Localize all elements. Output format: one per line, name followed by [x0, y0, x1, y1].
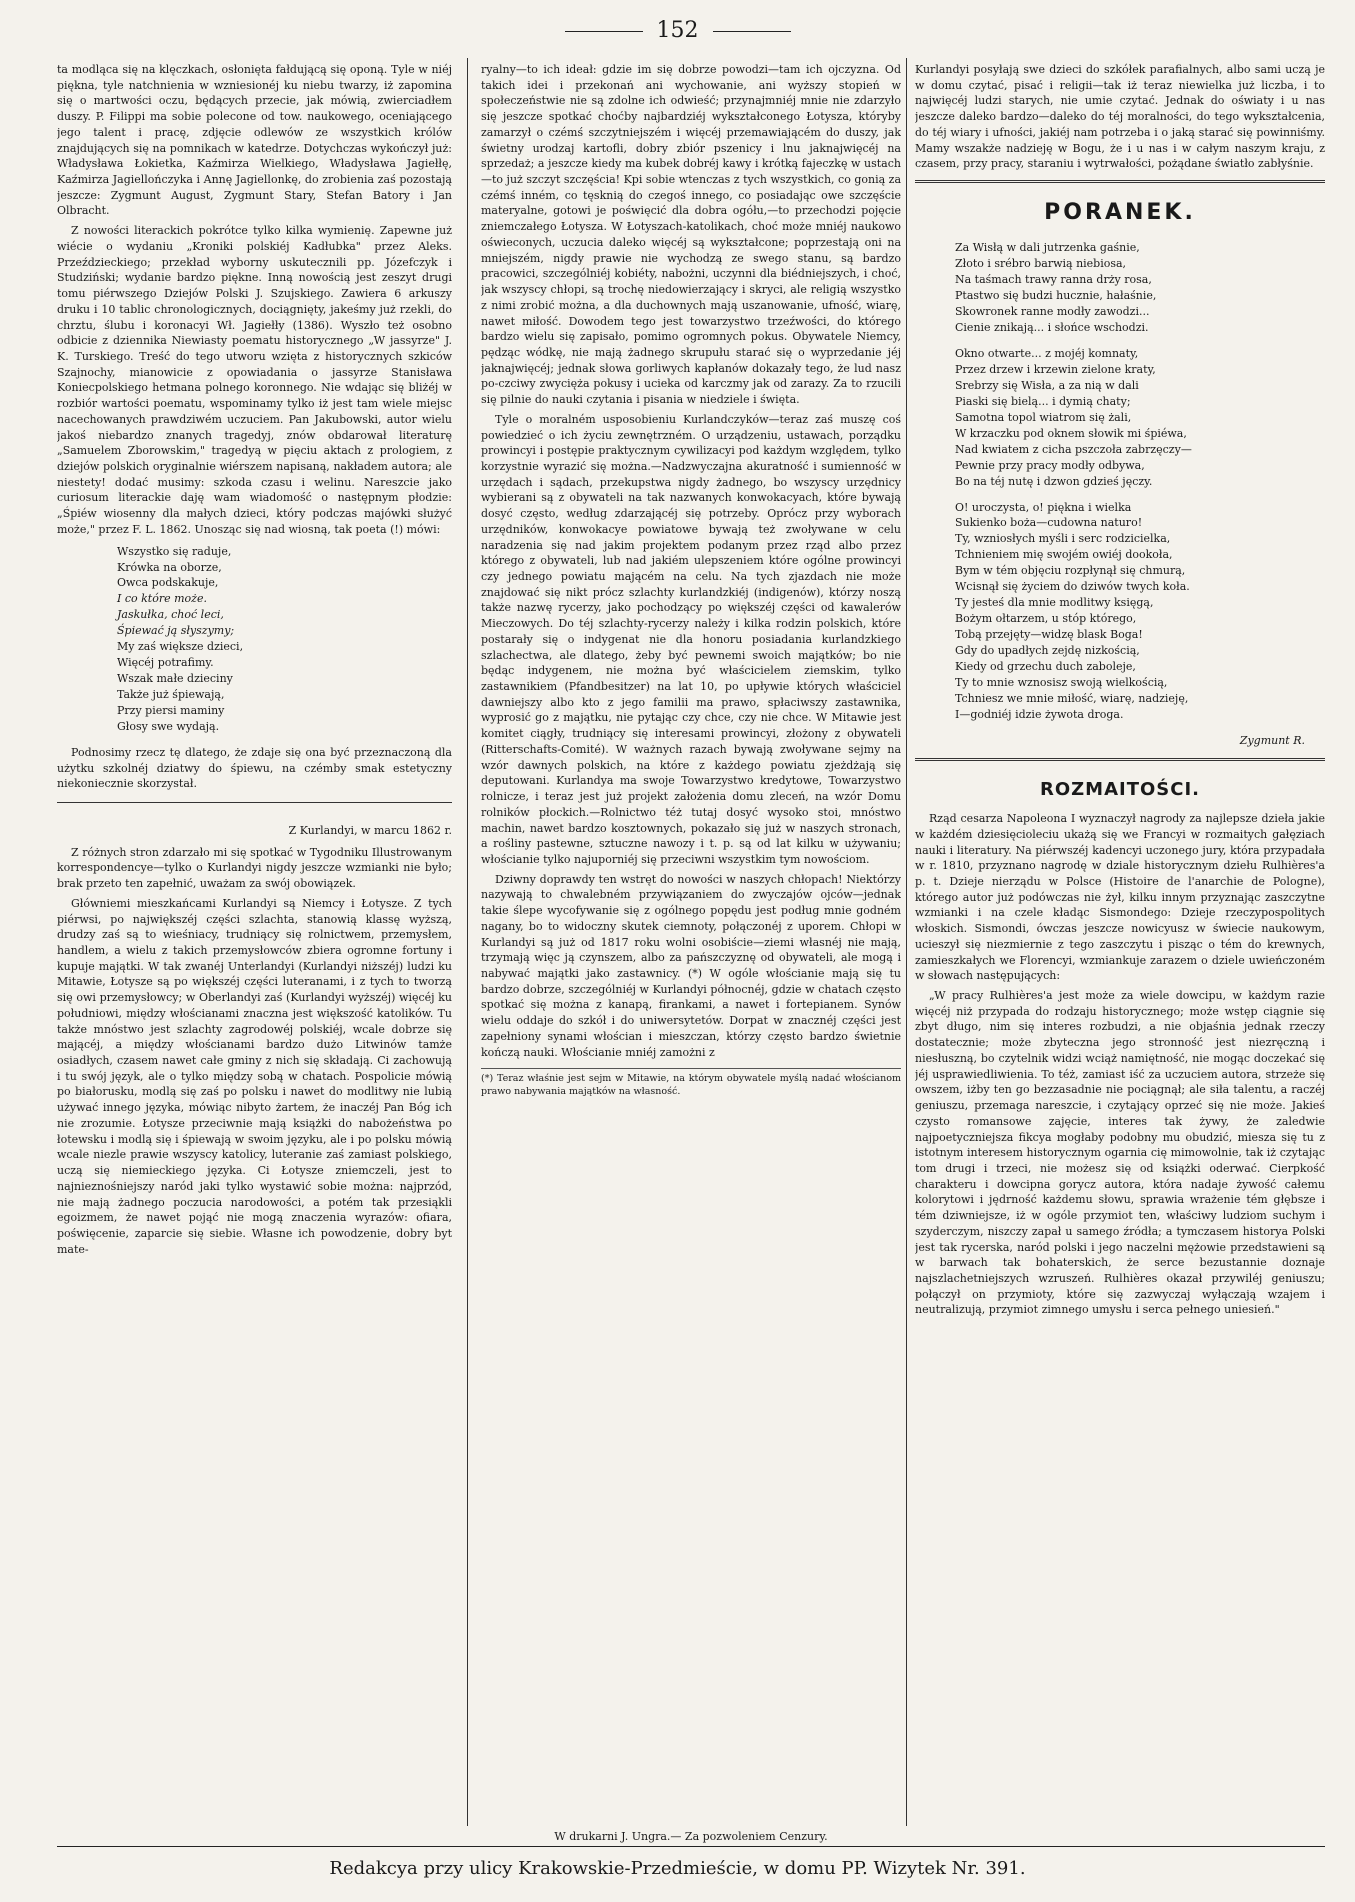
- paragraph: Główniemi mieszkańcami Kurlandyi są Niemcy i Łotysze. Z tych piérwsi, po największéj części szlachta, stanowią klassę wyższą, drudzy zaś są to wieśniacy, trudniący się rolnictwem, przemysłem, handlem, a wielu z takich przemysłowców zbiera ogromne fortuny i kupuje majątki. W tak zwanéj Unterlandyi (Kurlandyi niższéj) ludzi ku Mitawie, Łotysze są po większéj części luteranami, i z tych to tworzą się owi przemysłowcy; w Oberlandyi zaś (Kurlandyi wyższéj) więcéj ku południowi, między włościanami znaczna jest większość katolików. Tu także mnóstwo jest szlachty zagrodowéj polskiéj, wcale dobrze się mającéj, a między włościanami bardzo dużo Litwinów tamże osiadłych, czasem nawet całe gminy z nich się składają. Ci zachowują i tu swój język, ale o tylko między sobą w chatach. Pospolicie mówią po białorusku, modlą się zaś po polsku i nawet do modlitwy nie lubią używać innego języka, mówiąc nibyto żartem, że inaczéj Pan Bóg ich nie zrozumie. Łotysze przeciwnie mają książki do nabożeństwa po łotewsku i modlą się i śpiewają w swoim języku, ale i po polsku mówią wcale niezle prawie wszyscy katolicy, luteranie zaś zamiast polskiego, uczą się niemieckiego języka. Ci Łotysze zniemczeli, jest to najnieznośniejszy naród jaki tylko wystawić sobie można: najprzód, nie mają żadnego poczucia narodowości, a potém tak przesiąkli egoizmem, że nawet pojąć nie mogą znaczenia wyrazów: ofiara, poświęcenie, zaparcie się siebie. Własne ich powodzenie, dobry byt mate-: [57, 896, 452, 1256]
- poem-line: Więcéj potrafimy.: [117, 656, 214, 670]
- poem-stanza: [915, 500, 1325, 723]
- poem-line: Piaski się bielą... i dymią chaty;: [955, 394, 1131, 408]
- poem-line: Skowronek ranne modły zawodzi...: [955, 305, 1150, 319]
- poem-line: Śpiewać ją słyszymy;: [117, 624, 235, 638]
- poem-line: Jaskułka, choć leci,: [117, 608, 224, 622]
- poem-line: Tobą przejęty—widzę blask Boga!: [955, 628, 1143, 642]
- divider: [915, 180, 1325, 183]
- poem-line: Złoto i srébro barwią niebiosa,: [955, 257, 1127, 271]
- column-2: [481, 62, 901, 1822]
- paragraph: ta modląca się na klęczkach, osłonięta fałdującą się oponą. Tyle w niéj piękna, tyle natchnienia w wzniesionéj ku niebu twarzy, iż zapomina się o martwości oczu, będących przecie, jak mówią, zwierciadłem duszy. P. Filippi ma sobie polecone od tow. naukowego, oceniającego jego talent i pracę, zdjęcie odlewów ze wszystkich królów znajdujących się na pomnikach w katedrze. Dotychczas wykończył już: Władysława Łokietka, Kaźmirza Wielkiego, Władysława Jagiełłę, Kaźmirza Jagiellończyka i Annę Jagiellonkę, do zrobienia zaś pozostają jeszcze: Zygmunt August, Zygmunt Stary, Stefan Batory i Jan Olbracht.: [57, 63, 452, 218]
- poem-line: Wszystko się raduje,: [117, 544, 232, 558]
- poem-title: PORANEK.: [1044, 200, 1196, 226]
- poem-line: W krzaczku pod oknem słowik mi śpiéwa,: [955, 426, 1187, 440]
- paragraph: Rząd cesarza Napoleona I wyznaczył nagrody za najlepsze dzieła jakie w każdém dziesięcioleciu ukażą się we Francyi w rozmaitych gałęziach nauki i literatury. Na piérwszéj kadencyi uczonego jury, która przypadała w r. 1810, przyznano nagrodę w dziale historycznym dziełu Rulhières'a p. t. Dzieje nierządu w Polsce (Histoire de l'anarchie de Pologne), którego autor już podówczas nie żył, kilku innym przyznając zaszczytne wzmianki i na czele kładąc Sismondego: Dzieje rzeczypospolitych włoskich. Sismondi, ówczas jeszcze nowicyusz w świecie naukowym, ucieszył się niezmiernie z tego zaszczytu i pisząc o tém do krewnych, zamieszkałych we Florencyi, wzmiankuje zarazem o dziele uwieńczoném w słowach następujących:: [915, 812, 1325, 983]
- page-number-line: [0, 18, 1355, 43]
- footer-rule: [57, 1846, 1325, 1847]
- paragraph: Podnosimy rzecz tę dlatego, że zdaje się ona być przeznaczoną dla użytku szkolnéj dziatwy do śpiewu, na czémby smak estetyczny niekoniecznie skorzystał.: [57, 745, 452, 791]
- poem-poranek: [915, 240, 1325, 722]
- poem-line: Także już śpiewają,: [117, 688, 225, 701]
- poem-line: My zaś większe dzieci,: [117, 640, 244, 654]
- section-title: ROZMAITOŚCI.: [1039, 779, 1201, 801]
- column-rule-2: [906, 58, 907, 1826]
- children-poem: [57, 544, 452, 735]
- poem-line: Ptastwo się budzi hucznie, hałaśnie,: [955, 289, 1157, 303]
- poem-line: Cienie znikają... i słońce wschodzi.: [955, 321, 1149, 335]
- poem-line: Na taśmach trawy ranna drży rosa,: [955, 273, 1152, 287]
- poem-line: Wcisnął się życiem do dziwów twych koła.: [955, 580, 1190, 594]
- poem-signature: Zygmunt R.: [1239, 733, 1305, 747]
- poem-line: Bożym ołtarzem, u stóp którego,: [955, 612, 1137, 626]
- poem-line: Tchniesz we mnie miłość, wiarę, nadzieję,: [955, 691, 1189, 705]
- paragraph: Dziwny doprawdy ten wstręt do nowości w naszych chłopach! Niektórzy nazywają to chwalebném przywiązaniem do zwyczajów ojców—jednak takie ślepe wycofywanie się z ogólnego popędu jest podług mnie godném nagany, bo to widoczny skutek ciemnoty, połączonéj z uporem. Chłopi w Kurlandyi są już od 1817 roku wolni osobiście—ziemi własnéj nie mają, trzymają więc ją czynszem, albo za pańszczyznę od obywateli, ale mogą i nabywać majątki jako zastawnicy. (*) W ogóle włościanie mają się tu bardzo dobrze, szczególniéj w Kurlandyi północnéj, gdzie w chatach często spotkać się można z kanapą, firankami, a nawet i fortepianem. Synów wielu oddaje do szkół i do uniwersytetów. Dorpat w znacznéj części jest zapełniony synami włościan i mieszczan, którzy często bardzo świetnie kończą nauki. Włościanie mniéj zamożni z: [481, 872, 901, 1059]
- poem-line: Wszak małe dzieciny: [117, 672, 233, 686]
- poem-line: Pewnie przy pracy modły odbywa,: [955, 458, 1145, 472]
- divider: [915, 758, 1325, 761]
- column-rule-1: [467, 58, 468, 1826]
- poem-line: Krówka na oborze,: [117, 560, 222, 574]
- poem-line: Ty, wzniosłych myśli i serc rodzicielka,: [955, 532, 1171, 546]
- editorial-footer: Redakcya przy ulicy Krakowskie-Przedmieście, w domu PP. Wizytek Nr. 391.: [329, 1858, 1026, 1879]
- poem-stanza: [915, 346, 1325, 489]
- poem-line: Nad kwiatem z cicha pszczoła zabrzęczy—: [955, 442, 1192, 456]
- paragraph: „W pracy Rulhières'a jest może za wiele dowcipu, w każdym razie więcéj niż przypada do rodzaju historycznego; może wstęp ciągnie się zbyt długo, nim się interes rozbudzi, a nie objaśnia jednak rzeczy dostatecznie; może zbyteczna jego stronność jest niezręczną i niesłuszną, bo czytelnik widzi wciąż namiętność, nie mogąc doczekać się jéj usprawiedliwienia. To téż, zamiast iść za uczuciem autora, strzeże się owszem, iżby ten go bezzasadnie nie pociągnął; ale siła talentu, a raczéj geniuszu, przemaga nareszcie, i czytający oprzeć się nie może. Jakieś czysto romansowe zajęcie, interes tak żywy, że zaledwie najpoetyczniejsza fikcya mogłaby podobny mu obudzić, miesza się tu z istotnym interesem historycznym ogarnia cię mimowolnie, tak iż czytając tom drugi i trzeci, nie możesz się od książki oderwać. Cierpkość charakteru i dowcipna gorycz autora, która nadaje żywość całemu kolorytowi i jędrność każdemu słowu, sprawia wrażenie tém głębsze i tém dziwniejsze, iż w ogóle przymiot ten, właściwy ludziom suchym i szyderczym, niszczy zapał u samego źródła; a tymczasem historya Polski jest tak rycerska, naród polski i jego naczelni mężowie przedstawieni są w barwach tak bohaterskich, że serce bezustannie doznaje najszlachetniejszych wzruszeń. Rulhières okazał przywiléj geniuszu; połączył on przymioty, które się zazwyczaj wyłączają wzajem i neutralizują, przymiot zimnego umysłu i serca pełnego uniesień.": [915, 989, 1325, 1317]
- poem-line: Gdy do upadłych zejdę nizkością,: [955, 643, 1140, 657]
- poem-line: Okno otwarte... z mojéj komnaty,: [955, 347, 1139, 361]
- poem-line: Srebrzy się Wisła, a za nią w dali: [955, 378, 1139, 392]
- poem-line: Za Wisłą w dali jutrzenka gaśnie,: [955, 241, 1140, 255]
- poem-line: I—godniéj idzie żywota droga.: [955, 707, 1124, 721]
- poem-line: Samotna topol wiatrom się żali,: [955, 410, 1132, 424]
- poem-line: Przy piersi maminy: [117, 703, 225, 717]
- poem-line: O! uroczysta, o! piękna i wielka: [955, 500, 1132, 514]
- poem-line: Ty jesteś dla mnie modlitwy księgą,: [955, 596, 1154, 610]
- poem-line: I co które może.: [117, 592, 207, 606]
- poem-line: Głosy swe wydają.: [117, 719, 220, 733]
- poem-line: Ty to mnie wznosisz swoją wielkością,: [955, 675, 1168, 689]
- poem-line: Bym w tém objęciu rozpłynął się chmurą,: [955, 564, 1186, 578]
- poem-stanza: [915, 240, 1325, 336]
- poem-line: Bo na téj nutę i dzwon gdzieś jęczy.: [955, 474, 1153, 488]
- paragraph: Kurlandyi posyłają swe dzieci do szkółek parafialnych, albo sami uczą je w domu czytać, pisać i religii—tak iż teraz niewielka już liczba, i to najwięcéj ludzi starych, nie umie czytać. Jednak do oświaty i u nas jeszcze daleko bardzo—daleko do téj moralności, do tego wykształcenia, do téj wiary i ufności, jakiéj nam potrzeba i o jaką starać się powinniśmy. Mamy wszakże nadzieję w Bogu, że i u nas i w całym naszym kraju, z czasem, przy pracy, staraniu i wytrwałości, pożądane światło zabłyśnie.: [915, 63, 1325, 171]
- dateline: Z Kurlandyi, w marcu 1862 r.: [288, 823, 452, 837]
- footnote: (*) Teraz właśnie jest sejm w Mitawie, na którym obywatele myślą nadać włościanom prawo nabywania majątków na własność.: [481, 1068, 901, 1098]
- paragraph: Z nowości literackich pokrótce tylko kilka wymienię. Zapewne już wiécie o wydaniu „Kroniki polskiéj Kadłubka" przez Aleks. Przeździeckiego; przekład wyborny uskutecznili pp. Józefczyk i Studziński; wydanie bardzo piękne. Inną nowością jest zeszyt drugi tomu piérwszego Dziejów Polski J. Szujskiego. Zawiera 6 arkuszy druku i 10 tablic chronologicznych, dociągnięty, jakeśmy już rzekli, do chrztu, ślubu i koronacyi Wł. Jagiełły (1386). Wyszło też osobno odbicie z dziennika Niewiasty poematu historycznego „W jassyrze" J. K. Turskiego. Treść do tego utworu wzięta z historycznych szkiców Szajnochy, mianowicie z opowiadania o jassyrze Stanisława Koniecpolskiego hetmana polnego koronnego. Nie wdając się bliżéj w rozbiór wartości poematu, wspominamy tylko iż jest tam wiele miejsc nacechowanych prawdziwém uczuciem. Pan Jakubowski, autor wielu jakoś niebardzo znanych tragedyj, znów obdarował literaturę „Samuelem Zborowskim," tragedyą w pięciu aktach z prologiem, z dziejów polskich oryginalnie wiérszem napisaną, nakładem autora; ale niestety! dodać musimy: szkoda czasu i welinu. Nareszcie jako curiosum literackie daję wam wiadomość o następnym płodzie: „Śpiéw wiosenny dla małych dzieci, który podczas majówki służyć może," przez F. L. 1862. Unosząc się nad wiosną, tak poeta (!) mówi:: [57, 224, 452, 536]
- paragraph: Tyle o moralném usposobieniu Kurlandczyków—teraz zaś muszę coś powiedzieć o ich życiu zewnętrzném. O urządzeniu, ustawach, porządku prowincyi i postępie praktycznym cywilizacyi pod każdym względem, tylko korzystnie wyrazić się można.—Nadzwyczajna akuratność i sumienność w urzędach i sądach, przekupstwa nigdy żadnego, bo wszyscy urzędnicy wybierani są z obywateli na tak nazwanych konwokacyach, które bywają dosyć często, według zdarzającéj się potrzeby. Oprócz przy wyborach urzędników, konwokacye powiatowe bywają też zwoływane w celu naradzenia się nad jakim projektem podanym przez rząd albo przez którego z obywateli, lub nad jakiém ulepszeniem które ogólne prowincyi czy jednego powiatu mającém na celu. Na tych zjazdach nie może znajdować się nikt prócz szlachty kurlandzkiéj (indigenów), którzy noszą także nazwę rycerzy, jako pochodzący po większéj części od kawalerów Mieczowych. Do téj szlachty-rycerzy należy i kilka rodzin polskich, które postarały się o indygenat nie dla honoru posiadania kurlandzkiego szlachectwa, ale dlatego, żeby być pewnemi swoich majątków; bo nie będąc indygenem, nie można być właścicielem ziemskim, tylko zastawnikiem (Pfandbesitzer) na lat 10, po upływie których właściciel dawniejszy albo kto z jego familii ma prawo, spłaciwszy zastawnika, wyprosić go z majątku, nie pytając czy chce, czy nie chce. W Mitawie jest komitet ciągły, trudniący się interesami prowincyi, złożony z obywateli (Ritterschafts-Comité). W ważnych razach bywają zwoływane sejmy na wzór dawnych polskich, na które z każdego powiatu zjeżdżają się deputowani. Kurlandya ma swoje Towarzystwo kredytowe, Towarzystwo rolnicze, i teraz jest już projekt założenia domu zleceń, na wzór Domu rolników płockich.—Rolnictwo téż tutaj dosyć wysoko stoi, mnóstwo machin, nawet bardzo kosztownych, pokazało się już w naszych stronach, a rośliny pastewne, sztuczne nawozy i t. p. są od lat kilku w używaniu; włościanie tylko najuporniéj się przeciwni wszystkim tym nowościom.: [481, 412, 901, 866]
- poem-line: Sukienko boża—cudowna naturo!: [955, 516, 1143, 530]
- poem-line: Przez drzew i krzewin zielone kraty,: [955, 363, 1156, 377]
- divider: [57, 802, 452, 803]
- poem-line: Owca podskakuje,: [117, 576, 219, 590]
- column-1: [57, 62, 452, 1822]
- poem-line: Tchnieniem mię swojém owiéj dookoła,: [955, 548, 1173, 562]
- page-number: 152: [656, 18, 699, 43]
- poem-line: Kiedy od grzechu duch zaboleje,: [955, 659, 1136, 673]
- paragraph: Z różnych stron zdarzało mi się spotkać w Tygodniku Illustrowanym korrespondencye—tylko o Kurlandyi nigdy jeszcze wzmianki nie było; brak przeto ten zapełnić, uważam za swój obowiązek.: [57, 845, 452, 891]
- paragraph: ryalny—to ich ideał: gdzie im się dobrze powodzi—tam ich ojczyzna. Od takich idei i przekonań ani wychowanie, ani wyższy stopień w społeczeństwie nie są zdolne ich odwieść; przynajmniéj mnie nie zdarzyło się jeszcze spotkać choćby najbardziéj wykształconego Łotysza, któryby zamarzył o czémś szczytniejszém i więcéj przemawiającém do duszy, jak świetny urodzaj kartofli, dobry zbiór pszenicy i lnu jaknajwięcéj na sprzedaż; a jeszcze kiedy ma kubek dobréj kawy i krótką fajeczkę w ustach—to już szczyt szczęścia! Kpi sobie wtenczas z tych wszystkich, co gonią za czémś inném, co tęsknią do czegoś innego, co posiadając owe szczęście materyalne, gotowi je poświęcić dla dobra ogółu,—to przechodzi pojęcie zniemczałego Łotysza. W Łotyszach-katolikach, choć może mniéj naukowo oświeconych, uczucia daleko więcéj są wykształcone; poprzestają oni na mniejszém, nigdy prawie nie wychodzą ze swego stanu, są bardzo pracowici, szczególniéj kobiéty, nabożni, uczynni dla biédniejszych, i choć, jak wszyscy chłopi, są trochę niedowierzający i skryci, ale religią wszystko z nimi zrobić można, a dla duchownych mają uszanowanie, ufność, wiarę, nawet miłość. Dowodem tego jest towarzystwo trzeźwości, do którego bardzo wielu się zapisało, pomimo ogromnych pokus. Obywatele Niemcy, pędząc wódkę, nie mają żadnego skrupułu starać się o wyprzedanie jéj jaknajwięcéj; jednak słowa gorliwych kapłanów dokazały tego, że lud nasz po-czciwy zwycięża pokusy i ucieka od karczmy jak od zarazy. Za to rzucili się pilnie do nauki czytania i pisania w niedziele i święta.: [481, 63, 901, 407]
- column-3: [915, 62, 1325, 1822]
- printer-line: W drukarni J. Ungra.— Za pozwoleniem Cenzury.: [554, 1830, 828, 1843]
